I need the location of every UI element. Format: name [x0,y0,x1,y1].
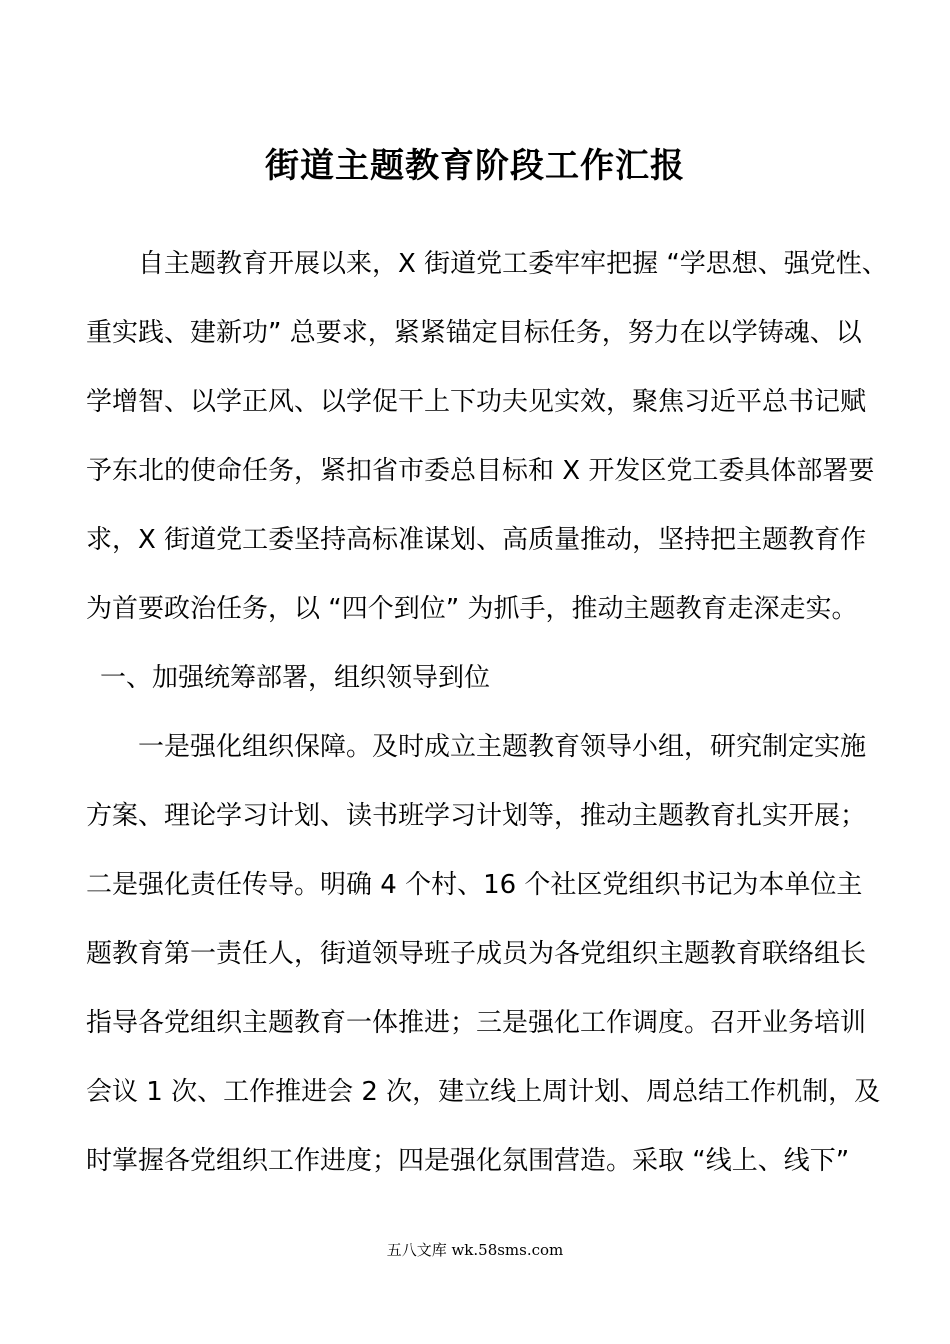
paragraph-line: 自主题教育开展以来，X 街道党工委牢牢把握 “学思想、强党性、 [138,249,888,279]
paragraph-line: 指导各党组织主题教育一体推进；三是强化工作调度。召开业务培训 [86,1008,867,1038]
paragraph-line: 重实践、建新功” 总要求，紧紧锚定目标任务，努力在以学铸魂、以 [86,318,862,348]
paragraph-line: 会议 1 次、工作推进会 2 次，建立线上周计划、周总结工作机制，及 [86,1077,881,1107]
paragraph-line: 方案、理论学习计划、读书班学习计划等，推动主题教育扎实开展； [86,801,867,831]
paragraph-line: 学增智、以学正风、以学促干上下功夫见实效，聚焦习近平总书记赋 [86,387,867,417]
paragraph-line: 二是强化责任传导。明确 4 个村、16 个社区党组织书记为本单位主 [86,870,863,900]
section-heading-text: 一、加强统筹部署，组织领导到位 [100,663,491,693]
paragraph-section-one [86,713,881,1196]
paragraph-intro [86,230,888,644]
paragraph-line: 时掌握各党组织工作进度；四是强化氛围营造。采取 “线上、线下” [86,1146,850,1176]
paragraph-line: 为首要政治任务，以 “四个到位” 为抓手，推动主题教育走深走实。 [86,594,858,624]
paragraph-line: 予东北的使命任务，紧扣省市委总目标和 X 开发区党工委具体部署要 [86,456,875,486]
document-title: 街道主题教育阶段工作汇报 [265,146,685,186]
paragraph-line: 求，X 街道党工委坚持高标准谋划、高质量推动，坚持把主题教育作 [86,525,867,555]
section-heading [100,644,890,713]
paragraph-line: 题教育第一责任人，街道领导班子成员为各党组织主题教育联络组长 [86,939,867,969]
paragraph-line: 一是强化组织保障。及时成立主题教育领导小组，研究制定实施 [138,732,867,762]
footer-watermark: 五八文库 wk.58sms.com [386,1241,564,1259]
